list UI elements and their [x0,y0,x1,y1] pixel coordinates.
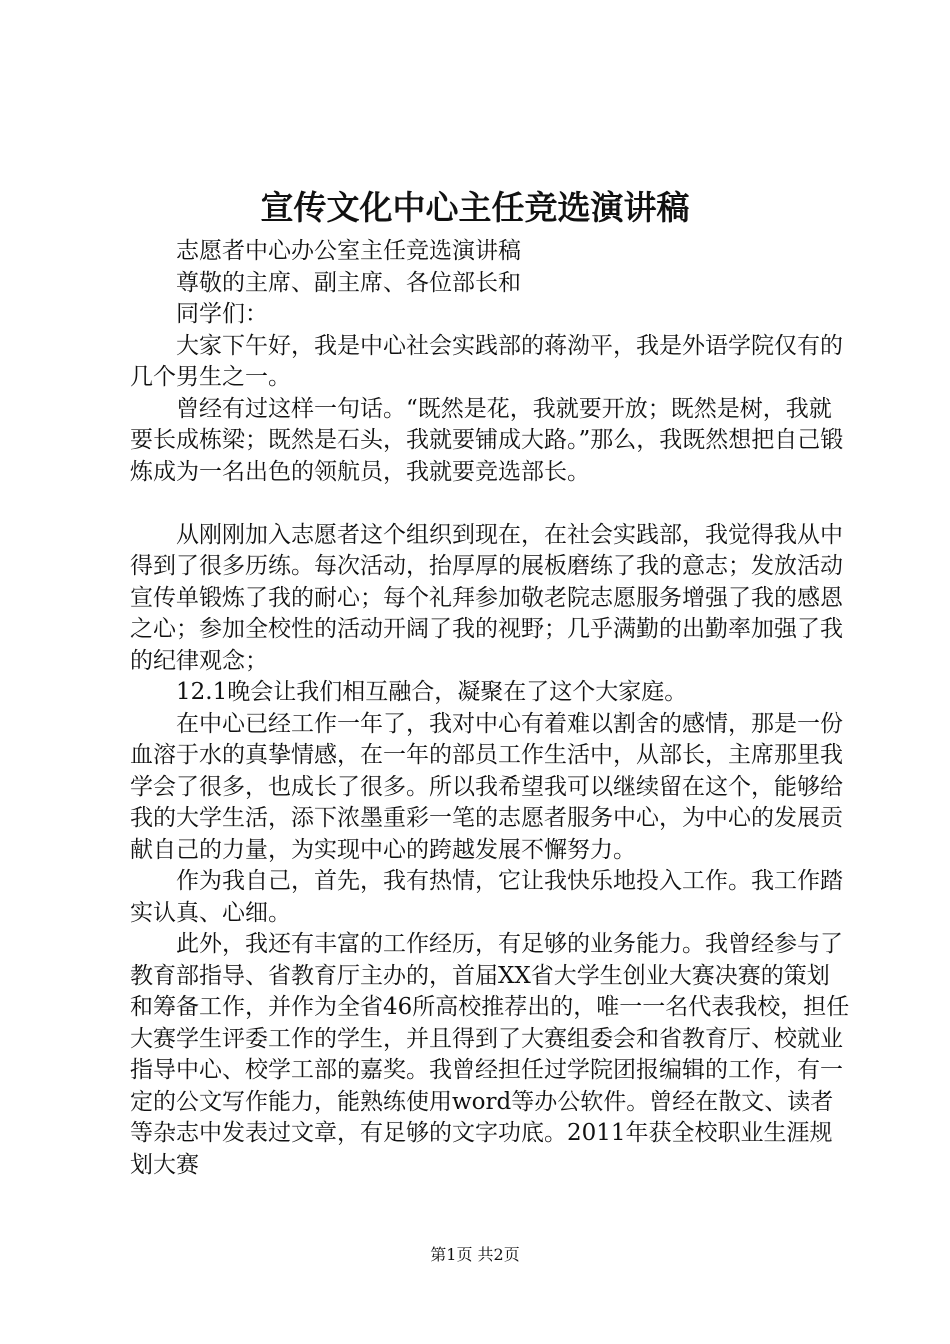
paragraph: 大家下午好，我是中心社会实践部的蒋泑平，我是外语学院仅有的几个男生之一。 [130,332,843,390]
paragraph: 12.1晚会让我们相互融合，凝聚在了这个大家庭。 [176,679,688,705]
document-title: 宣传文化中心主任竞选演讲稿 [260,188,690,227]
paragraph: 从刚刚加入志愿者这个组织到现在，在社会实践部，我觉得我从中得到了很多历练。每次活动，抬厚厚的展板磨练了我的意志；发放活动宣传单锻炼了我的耐心；每个礼拜参加敬老院志愿服务增强了我的感恩之心；参加全校性的活动开阔了我的视野；几乎满勤的出勤率加强了我的纪律观念； [130,521,843,674]
paragraph-subtitle: 志愿者中心办公室主任竞选演讲稿 [176,238,521,264]
paragraph-blank [130,488,850,520]
paragraph-salutation: 尊敬的主席、副主席、各位部长和 [176,269,521,296]
paragraph: 曾经有过这样一句话。“既然是花，我就要开放；既然是树，我就要长成栋梁；既然是石头，我就要铺成大路。”那么，我既然想把自己锻炼成为一名出色的领航员，我就要竞选部长。 [130,395,844,485]
paragraph: 作为我自己，首先，我有热情，它让我快乐地投入工作。我工作踏实认真、心细。 [130,868,843,926]
document-body [130,236,850,1181]
paragraph-salutation-cont: 同学们： [176,301,268,327]
page-number-footer: 第1页 共2页 [430,1245,520,1264]
paragraph: 此外，我还有丰富的工作经历，有足够的业务能力。我曾经参与了教育部指导、省教育厅主办的，首届XX省大学生创业大赛决赛的策划和筹备工作，并作为全省46所高校推荐出的，唯一一名代表我校，担任大赛学生评委工作的学生，并且得到了大赛组委会和省教育厅、校就业指导中心、校学工部的嘉奖。我曾经担任过学院团报编辑的工作，有一定的公文写作能力，能熟练使用word等办公软件。曾经在散文、读者等杂志中发表过文章，有足够的文字功底。2011年获全校职业生涯规划大赛 [130,931,850,1178]
paragraph: 在中心已经工作一年了，我对中心有着难以割舍的感情，那是一份血溶于水的真挚情感，在一年的部员工作生活中，从部长，主席那里我学会了很多，也成长了很多。所以我希望我可以继续留在这个，能够给我的大学生活，添下浓墨重彩一笔的志愿者服务中心，为中心的发展贡献自己的力量，为实现中心的跨越发展不懈努力。 [130,710,843,863]
